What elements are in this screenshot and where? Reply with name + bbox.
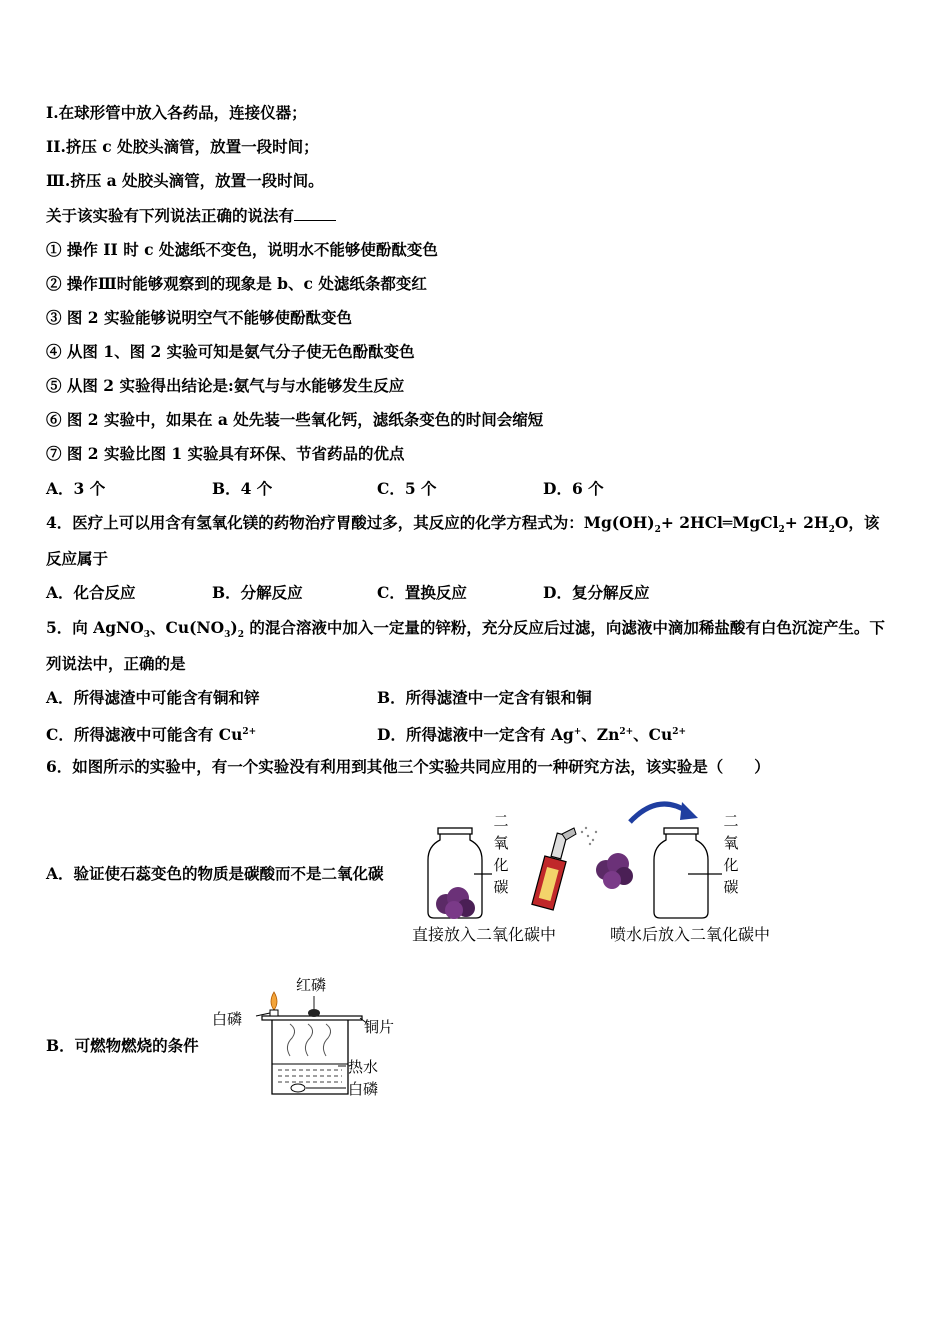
- q3-option-a: A．3 个: [46, 479, 106, 498]
- co2-char: 化: [493, 856, 509, 874]
- label-hot-water: 热水: [348, 1058, 379, 1076]
- q3-item-7: ⑦ 图 2 实验比图 1 实验具有环保、节省药品的优点: [46, 444, 405, 463]
- q5-option-d: [377, 722, 686, 745]
- q5-option-d-text-a: D．所得滤液中一定含有 Ag: [377, 725, 574, 745]
- co2-char: 氧: [493, 834, 509, 852]
- right-jar: [654, 828, 722, 918]
- arrow-head: [680, 802, 698, 820]
- q5-text-c: ): [230, 618, 238, 637]
- co2-char: 碳: [493, 878, 509, 896]
- sprayed-litmus-flower: [596, 853, 633, 889]
- superscript: 2+: [672, 727, 687, 737]
- q5-text-a: 5．向 AgNO: [46, 618, 144, 637]
- spray-bottle: [532, 828, 576, 910]
- co2-char: 氧: [723, 834, 739, 852]
- label-white-phosphorus-bottom: 白磷: [348, 1080, 379, 1098]
- left-co2-label: [492, 810, 510, 898]
- q6-option-a: A．验证使石蕊变色的物质是碳酸而不是二氧化碳: [46, 864, 384, 883]
- label-red-phosphorus: 红磷: [296, 976, 327, 994]
- q3-item-2: ② 操作Ⅲ时能够观察到的现象是 b、c 处滤纸条都变红: [46, 274, 427, 293]
- caption-direct: 直接放入二氧化碳中: [412, 925, 557, 944]
- curved-arrow: [630, 804, 688, 822]
- label-copper: 铜片: [364, 1018, 395, 1036]
- figure-a-litmus-experiment: [408, 788, 798, 948]
- q3-item-4: ④ 从图 1、图 2 实验可知是氨气分子使无色酚酞变色: [46, 342, 415, 361]
- q6-prompt: 6．如图所示的实验中，有一个实验没有利用到其他三个实验共同应用的一种研究方法，该实验是（ ）: [46, 757, 770, 776]
- label-white-phosphorus-top: 白磷: [212, 1010, 243, 1028]
- q4-option-d: D．复分解反应: [543, 583, 650, 602]
- step-1: I.在球形管中放入各药品，连接仪器；: [46, 103, 307, 122]
- co2-char: 二: [493, 812, 509, 830]
- q5-text-d: 的混合溶液中加入一定量的锌粉，充分反应后过滤，向滤液中滴加稀盐酸有白色沉淀产生。下: [243, 618, 885, 637]
- q4-text-a: 4．医疗上可以用含有氢氧化镁的药物治疗胃酸过多，其反应的化学方程式为：Mg(OH): [46, 513, 655, 532]
- figure-b-combustion-experiment: [210, 972, 410, 1104]
- white-phosphorus-top: [270, 1010, 278, 1016]
- superscript: 2+: [242, 727, 257, 737]
- right-co2-label: [722, 810, 740, 898]
- beaker: [272, 1020, 348, 1094]
- subscript: 2: [237, 630, 244, 641]
- white-phosphorus-bottom: [291, 1084, 305, 1092]
- q4-line-1: [46, 513, 879, 540]
- superscript: +: [573, 727, 582, 737]
- q4-option-c: C．置换反应: [377, 583, 467, 602]
- q5-option-d-text-c: 、Cu: [633, 725, 673, 745]
- flame-icon: [271, 992, 277, 1010]
- q4-text-b: + 2HCl═MgCl: [660, 513, 779, 532]
- q5-option-c: [46, 722, 256, 745]
- subscript: 2: [828, 525, 835, 536]
- q6-option-b: B．可燃物燃烧的条件: [46, 1036, 199, 1055]
- q3-option-c: C．5 个: [377, 479, 437, 498]
- q5-line-2: 列说法中，正确的是: [46, 654, 186, 673]
- q4-text-c: + 2H: [784, 513, 829, 532]
- q5-option-d-text-b: 、Zn: [581, 725, 620, 745]
- steam: [287, 1024, 330, 1056]
- subscript: 2: [778, 525, 785, 536]
- red-phosphorus: [308, 1009, 320, 1017]
- q3-item-1: ① 操作 II 时 c 处滤纸不变色，说明水不能够使酚酞变色: [46, 240, 438, 259]
- q5-option-c-text: C．所得滤液中可能含有 Cu: [46, 725, 243, 745]
- q3-item-5: ⑤ 从图 2 实验得出结论是:氨气与与水能够发生反应: [46, 376, 405, 395]
- q4-line-2: 反应属于: [46, 549, 109, 568]
- co2-char: 化: [723, 856, 739, 874]
- q3-option-b: B．4 个: [212, 479, 273, 498]
- q3-item-6: ⑥ 图 2 实验中，如果在 a 处先装一些氧化钙，滤纸条变色的时间会缩短: [46, 410, 544, 429]
- q4-option-b: B．分解反应: [212, 583, 303, 602]
- subscript: 2: [654, 525, 661, 536]
- co2-char: 二: [723, 812, 739, 830]
- q3-option-d: D．6 个: [543, 479, 604, 498]
- q5-text-b: 、Cu(NO: [149, 618, 225, 637]
- q4-text-d: O，该: [834, 513, 880, 532]
- caption-sprayed: 喷水后放入二氧化碳中: [610, 925, 771, 944]
- left-litmus-flower: [436, 887, 475, 919]
- q5-option-a: A．所得滤渣中可能含有铜和锌: [46, 688, 260, 707]
- answer-blank: [294, 206, 336, 221]
- q5-option-b: B．所得滤渣中一定含有银和铜: [377, 688, 592, 707]
- q3-prompt: [46, 206, 336, 226]
- superscript: 2+: [619, 727, 634, 737]
- q4-option-a: A．化合反应: [46, 583, 136, 602]
- q3-prompt-text: 关于该实验有下列说法正确的说法有: [46, 206, 295, 225]
- water-lines: [278, 1070, 342, 1082]
- spray-mist: [581, 827, 597, 845]
- subscript: 3: [143, 630, 150, 641]
- subscript: 3: [224, 630, 231, 641]
- q3-item-3: ③ 图 2 实验能够说明空气不能够使酚酞变色: [46, 308, 352, 327]
- step-2: II.挤压 c 处胶头滴管，放置一段时间；: [46, 137, 319, 156]
- step-3: Ⅲ.挤压 a 处胶头滴管，放置一段时间。: [46, 171, 324, 190]
- q5-line-1: [46, 618, 885, 645]
- co2-char: 碳: [723, 878, 739, 896]
